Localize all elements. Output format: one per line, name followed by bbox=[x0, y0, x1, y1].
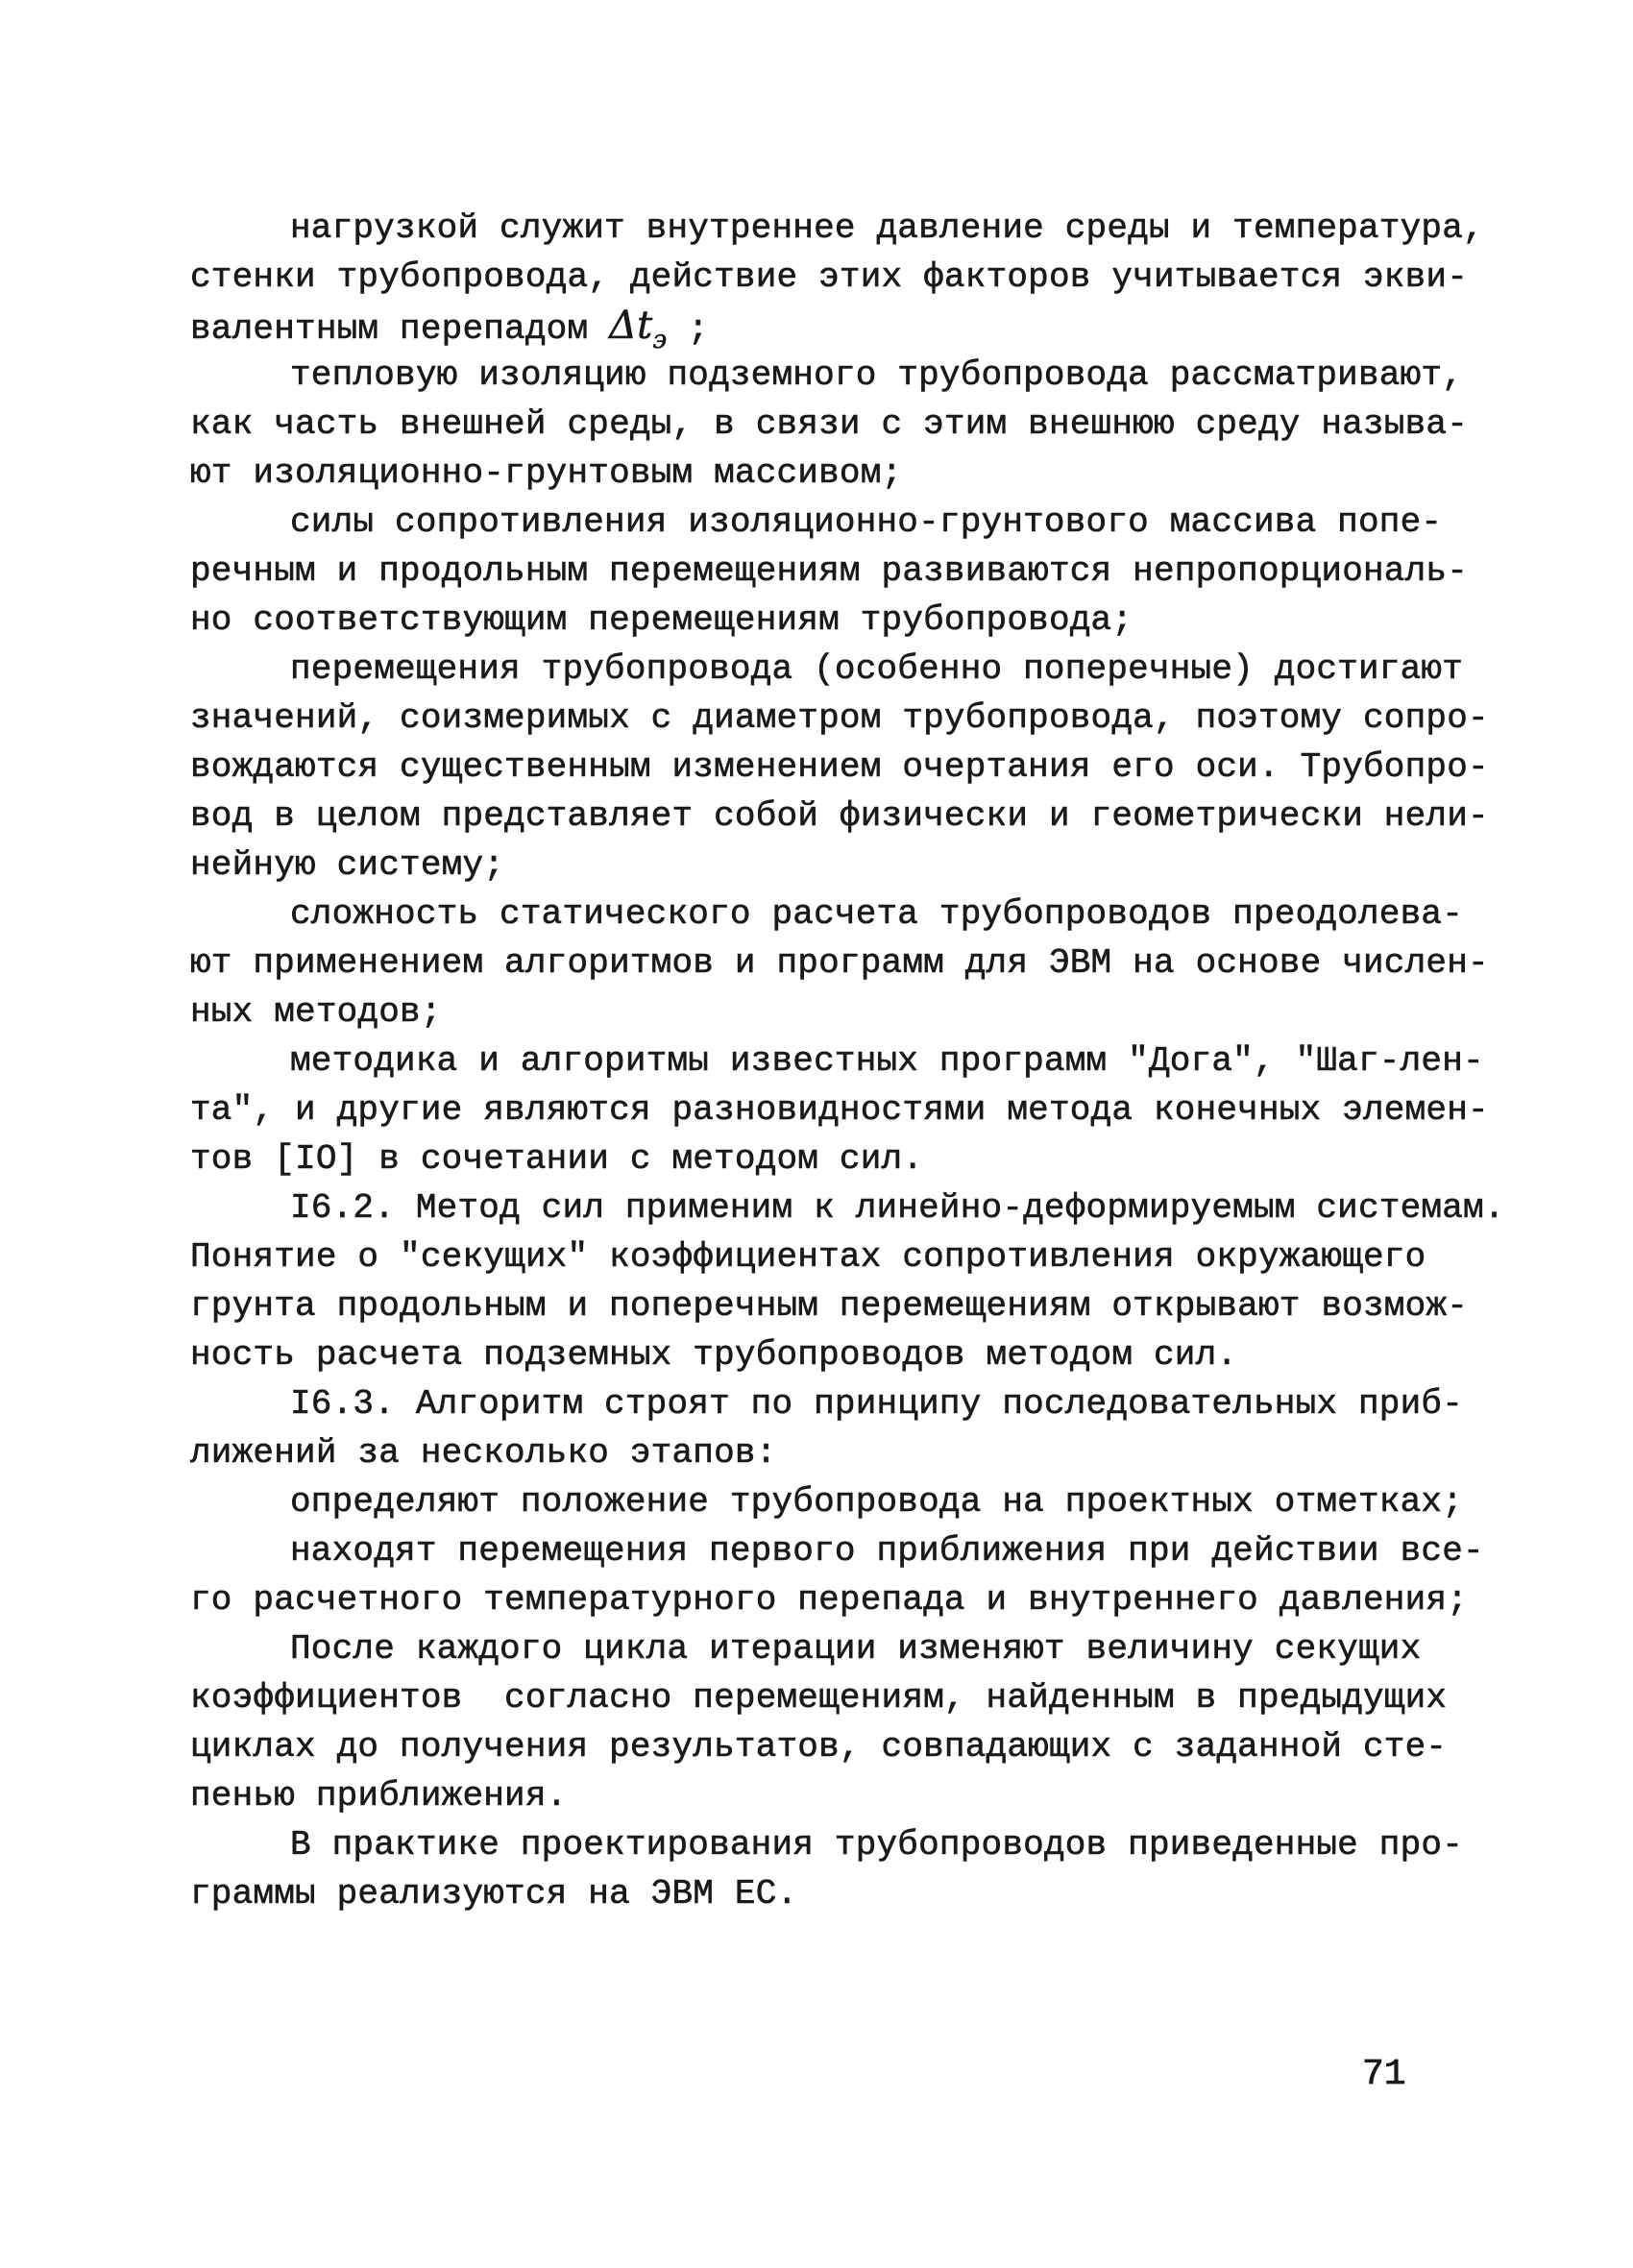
text-line: нагрузкой служит внутреннее давление среды и температура, bbox=[290, 208, 1484, 248]
formula-subscript: э bbox=[652, 326, 668, 354]
formula-delta-t: Δt bbox=[609, 304, 653, 348]
text-line: находят перемещения первого приближения при действии все- bbox=[290, 1531, 1484, 1571]
text-line: лижений за несколько этапов: bbox=[190, 1433, 777, 1473]
section-16-2-line: I6.2. Метод сил применим к линейно-деформируемым системам. bbox=[290, 1188, 1505, 1228]
text-line: та", и другие являются разновидностями метода конечных элемен- bbox=[190, 1090, 1489, 1130]
text-line: грунта продольным и поперечным перемещениям открывают возмож- bbox=[190, 1286, 1469, 1326]
body-text bbox=[190, 204, 1505, 1918]
text-line: тов [IO] в сочетании с методом сил. bbox=[190, 1139, 924, 1179]
text-fragment: валентным перепадом bbox=[190, 309, 610, 349]
text-line: циклах до получения результатов, совпадающих с заданной сте- bbox=[190, 1727, 1448, 1767]
text-line: но соответствующим перемещениям трубопровода; bbox=[190, 600, 1133, 640]
text-line-with-formula bbox=[190, 302, 1439, 354]
text-line: коэффициентов согласно перемещениям, найденным в предыдущих bbox=[190, 1678, 1448, 1718]
text-line: ют изоляционно-грунтовым массивом; bbox=[190, 453, 903, 493]
text-line: В практике проектирования трубопроводов приведенные про- bbox=[290, 1825, 1463, 1865]
text-line: стенки трубопровода, действие этих факторов учитывается экви- bbox=[190, 257, 1469, 297]
text-line: тепловую изоляцию подземного трубопровода рассматривают, bbox=[290, 355, 1463, 395]
text-line: речным и продольным перемещениям развиваются непропорциональ- bbox=[190, 551, 1469, 591]
text-line: ных методов; bbox=[190, 992, 442, 1032]
text-line: пенью приближения. bbox=[190, 1776, 568, 1816]
text-line: определяют положение трубопровода на проектных отметках; bbox=[290, 1482, 1463, 1522]
page-number: 71 bbox=[1362, 2054, 1406, 2095]
text-line: силы сопротивления изоляционно-грунтового массива попе- bbox=[290, 502, 1443, 542]
text-line: граммы реализуются на ЭВМ ЕС. bbox=[190, 1874, 798, 1914]
text-line: После каждого цикла итерации изменяют величину секущих bbox=[290, 1629, 1422, 1669]
text-line: сложность статического расчета трубопроводов преодолева- bbox=[290, 894, 1463, 934]
text-line: как часть внешней среды, в связи с этим внешнюю среду называ- bbox=[190, 404, 1469, 444]
text-line: вождаются существенным изменением очертания его оси. Трубопро- bbox=[190, 747, 1489, 787]
text-line: вод в целом представляет собой физически и геометрически нели- bbox=[190, 796, 1489, 836]
section-16-3-line: I6.3. Алгоритм строят по принципу последовательных приб- bbox=[290, 1384, 1463, 1424]
text-line: ют применением алгоритмов и программ для ЭВМ на основе числен- bbox=[190, 943, 1489, 983]
text-line: значений, соизмеримых с диаметром трубопровода, поэтому сопро- bbox=[190, 698, 1489, 738]
text-line: методика и алгоритмы известных программ "Дога", "Шаг-лен- bbox=[290, 1041, 1484, 1081]
text-line: Понятие о "секущих" коэффициентах сопротивления окружающего bbox=[190, 1237, 1426, 1277]
text-line: нейную систему; bbox=[190, 845, 505, 885]
text-line: ность расчета подземных трубопроводов методом сил. bbox=[190, 1335, 1238, 1375]
text-line: перемещения трубопровода (особенно поперечные) достигают bbox=[290, 649, 1463, 689]
text-line: го расчетного температурного перепада и внутреннего давления; bbox=[190, 1580, 1469, 1620]
formula-suffix: ; bbox=[667, 309, 709, 349]
